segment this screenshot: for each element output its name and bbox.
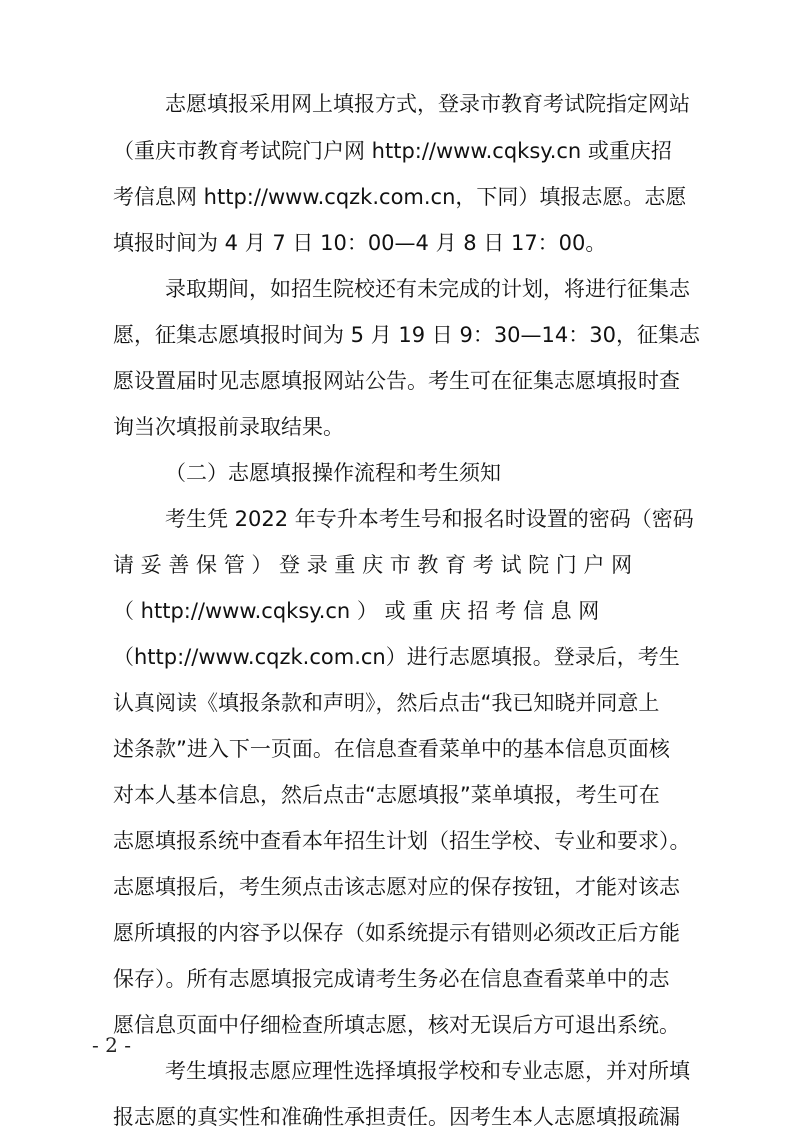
text-line-content: 保存）。所有志愿填报完成请考生务必在信息查看菜单中的志 — [113, 967, 670, 991]
text-line — [0, 732, 793, 766]
text-line — [0, 870, 793, 904]
text-line — [0, 364, 793, 398]
text-line-content: 考信息网 http://www.cqzk.com.cn，下同）填报志愿。志愿 — [113, 185, 687, 209]
text-line-content: 请 妥 善 保 管 ） 登 录 重 庆 市 教 育 考 试 院 门 户 网 — [113, 553, 633, 577]
text-line — [0, 640, 793, 674]
text-line-content: 填报时间为 4 月 7 日 10：00—4 月 8 日 17：00。 — [113, 231, 607, 255]
text-line-content: 愿，征集志愿填报时间为 5 月 19 日 9：30—14：30，征集志 — [113, 323, 700, 347]
text-line — [0, 778, 793, 812]
text-line — [0, 686, 793, 720]
text-line — [0, 962, 793, 996]
text-line — [0, 318, 793, 352]
text-line-content: 认真阅读《填报条款和声明》，然后点击“我已知晓并同意上 — [113, 691, 660, 715]
text-line-content: （重庆市教育考试院门户网 http://www.cqksy.cn 或重庆招 — [113, 139, 672, 163]
text-line-content: 对本人基本信息，然后点击“志愿填报”菜单填报，考生可在 — [113, 783, 660, 807]
page-number: - 2 - — [92, 1033, 131, 1057]
text-line-content: 志愿填报系统中查看本年招生计划（招生学校、专业和要求）。 — [113, 829, 691, 853]
text-line — [0, 548, 793, 582]
text-line — [0, 272, 793, 306]
text-line — [0, 1100, 793, 1134]
text-line — [0, 134, 793, 168]
text-line-content: 愿信息页面中仔细检查所填志愿，核对无误后方可退出系统。 — [113, 1013, 680, 1037]
text-line-content: （二）志愿填报操作流程和考生须知 — [165, 461, 501, 485]
text-line-content: 愿设置届时见志愿填报网站公告。考生可在征集志愿填报时查 — [113, 369, 680, 393]
text-line-content: 报志愿的真实性和准确性承担责任。因考生本人志愿填报疏漏 — [113, 1105, 680, 1129]
text-line — [0, 456, 793, 490]
text-line-content: 愿所填报的内容予以保存（如系统提示有错则必须改正后方能 — [113, 921, 680, 945]
text-line — [0, 502, 793, 536]
text-line-content: 志愿填报采用网上填报方式，登录市教育考试院指定网站 — [165, 92, 690, 116]
text-line — [0, 410, 793, 444]
text-line-content: 考生填报志愿应理性选择填报学校和专业志愿，并对所填 — [165, 1059, 690, 1083]
text-line-content: 询当次填报前录取结果。 — [113, 415, 344, 439]
text-line — [0, 87, 793, 121]
text-line — [0, 594, 793, 628]
text-line-content: 录取期间，如招生院校还有未完成的计划，将进行征集志 — [165, 277, 690, 301]
text-line-content: 志愿填报后，考生须点击该志愿对应的保存按钮，才能对该志 — [113, 875, 680, 899]
text-line-content: （http://www.cqzk.com.cn）进行志愿填报。登录后，考生 — [113, 645, 680, 669]
text-line-content: （ http://www.cqksy.cn ） 或 重 庆 招 考 信 息 网 — [113, 599, 600, 623]
text-line — [0, 226, 793, 260]
text-line-content: 考生凭 2022 年专升本考生号和报名时设置的密码（密码 — [165, 507, 694, 531]
text-line — [0, 824, 793, 858]
text-line-content: 述条款”进入下一页面。在信息查看菜单中的基本信息页面核 — [113, 737, 670, 761]
text-line — [0, 916, 793, 950]
text-line — [0, 180, 793, 214]
